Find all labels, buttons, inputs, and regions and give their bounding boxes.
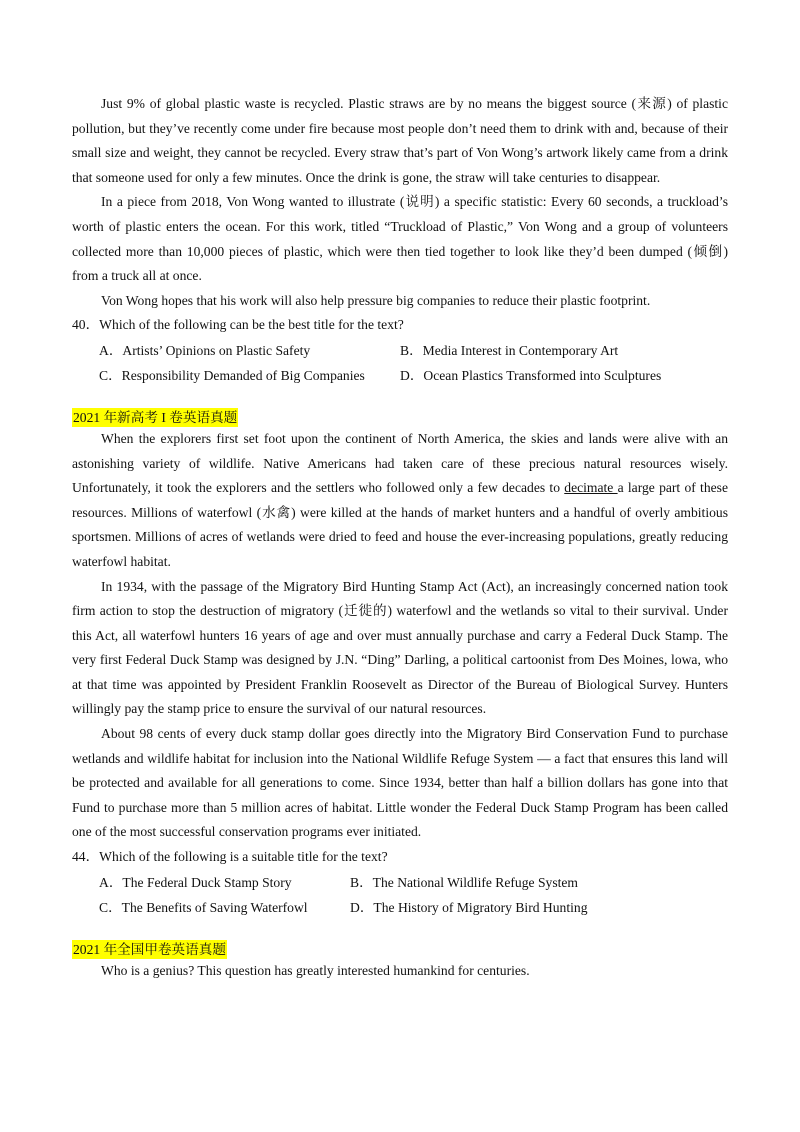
underlined-word: decimate (564, 480, 618, 496)
option-d: D．Ocean Plastics Transformed into Sculptures (400, 367, 662, 383)
question-40: 40．Which of the following can be the best title for the text? (72, 317, 404, 333)
paragraph: Von Wong hopes that his work will also help pressure big companies to reduce their plastic footprint. (101, 292, 651, 308)
paragraph-text: When the explorers first set foot upon the continent of North America, the skies and lands were alive with an astonishing variety of wildlife. Native Americans had taken care of these precious natural resources wisely. Unfortunately, it took the explorers and the settlers who followed only a few decades to (72, 430, 728, 496)
passage-duck-stamp (72, 427, 728, 845)
paragraph: Just 9% of global plastic waste is recycled. Plastic straws are by no means the biggest source (来源) of plastic pollution, but they’ve recently come under fire because most people don’t need them to drink with and, because of their small size and weight, they cannot be recycled. Every straw that’s part of Von Wong’s artwork likely came from a drink that someone used for only a few minutes. Once the drink is gone, the straw will take centuries to disappear. (72, 96, 728, 185)
option-b: B．The National Wildlife Refuge System (350, 874, 578, 890)
options-row (72, 363, 728, 388)
question-44: 44．Which of the following is a suitable title for the text? (72, 849, 388, 865)
option-c: C．Responsibility Demanded of Big Companies (99, 367, 365, 383)
paragraph-text: a large part of these resources. Millions of waterfowl (水禽) were killed at the hands of market hunters and a handful of overly ambitious sportsmen. Millions of acres of wetlands were dried to feed and house the ever-increasing populations, greatly reducing waterfowl habitat. (72, 480, 728, 569)
paragraph: In 1934, with the passage of the Migratory Bird Hunting Stamp Act (Act), an increasingly concerned nation took firm action to stop the destruction of migratory (迁徙的) waterfowl and the wetlands so vital to their survival. Under this Act, all waterfowl hunters 16 years of age and over must annually purchase and carry a Federal Duck Stamp. The very first Federal Duck Stamp was designed by J.N. “Ding” Darling, a political cartoonist from Des Moines, lowa, who at that time was appointed by President Franklin Roosevelt as Director of the Bureau of Biological Survey. Hunters willingly pay the stamp price to ensure the survival of our natural resources. (72, 578, 728, 717)
option-c: C．The Benefits of Saving Waterfowl (99, 899, 308, 915)
option-a: A．The Federal Duck Stamp Story (99, 874, 292, 890)
section-heading: 2021 年全国甲卷英语真题 (73, 941, 226, 957)
section-heading: 2021 年新高考 I 卷英语真题 (73, 409, 238, 425)
options-row (72, 895, 728, 920)
option-a: A．Artists’ Opinions on Plastic Safety (99, 342, 311, 358)
options-row (72, 870, 728, 895)
paragraph: About 98 cents of every duck stamp dollar goes directly into the Migratory Bird Conservation Fund to purchase wetlands and wildlife habitat for inclusion into the National Wildlife Refuge System — a fact that ensures this land will be protected and available for all generations to come. Since 1934, better than half a billion dollars has gone into that Fund to purchase more than 5 million acres of habitat. Little wonder the Federal Duck Stamp Program has been called one of the most successful conservation programs ever initiated. (72, 726, 728, 840)
document-page (72, 92, 728, 983)
option-d: D．The History of Migratory Bird Hunting (350, 899, 588, 915)
paragraph: Who is a genius? This question has greatly interested humankind for centuries. (101, 962, 530, 978)
paragraph (72, 427, 728, 575)
option-b: B．Media Interest in Contemporary Art (400, 342, 619, 358)
options-row (72, 338, 728, 363)
paragraph: In a piece from 2018, Von Wong wanted to illustrate (说明) a specific statistic: Every 60 seconds, a truckload’s worth of plastic enters the ocean. For this work, titled “Truckload of Plastic,” Von Wong and a group of volunteers collected more than 10,000 pieces of plastic, which were then tied together to look like they’d been dumped (倾倒) from a truck all at once. (72, 194, 728, 284)
passage-plastic (72, 92, 728, 313)
